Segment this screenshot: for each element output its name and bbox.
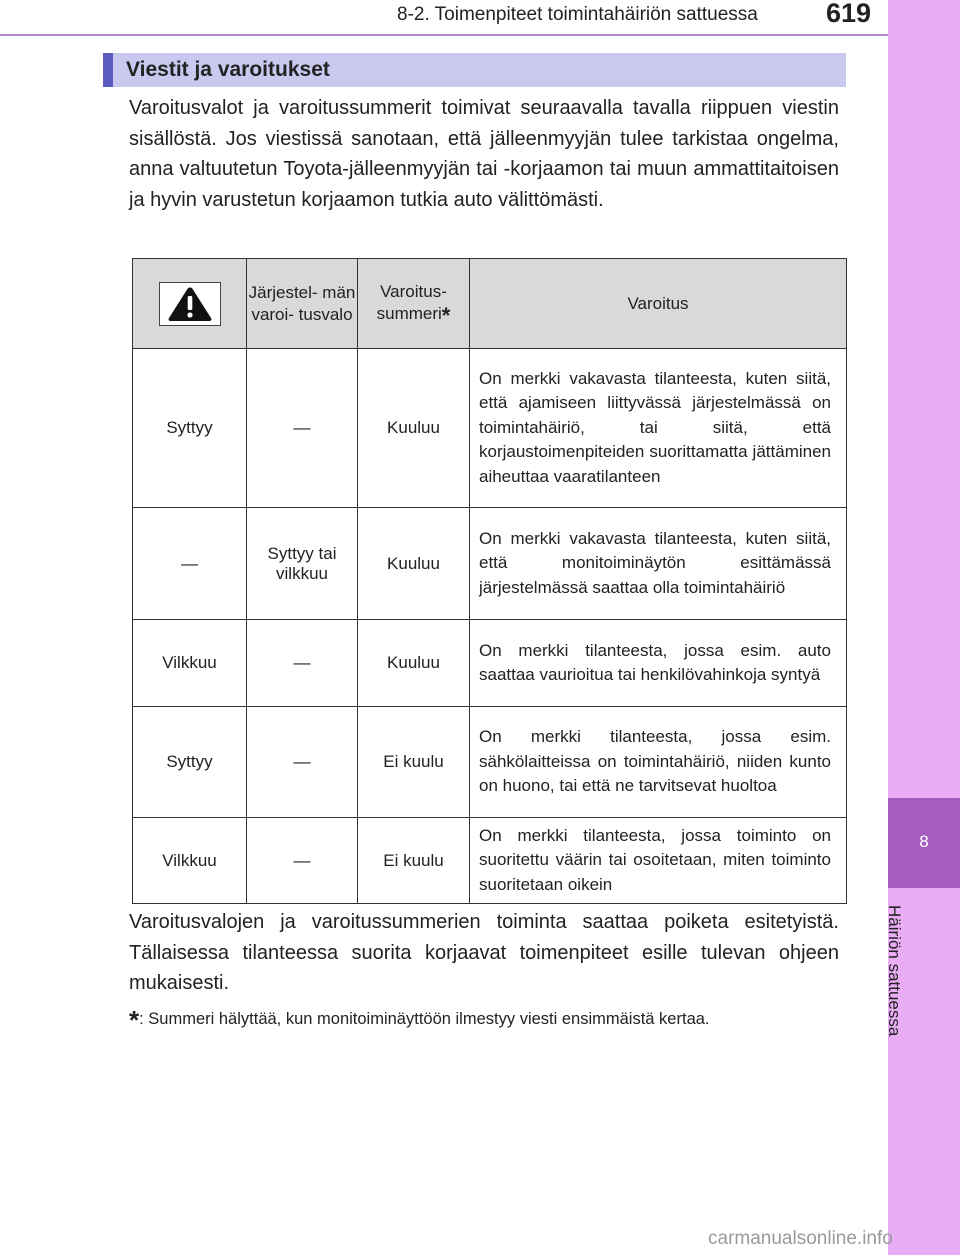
footnote-text: : Summeri hälyttää, kun monitoiminäyttöön ilmestyy viesti ensimmäistä kertaa. <box>139 1010 710 1028</box>
warning-triangle-icon <box>167 286 213 322</box>
intro-paragraph: Varoitusvalot ja varoitussummerit toimivat seuraavalla tavalla riippuen viestin sisällöstä. Jos viestissä sanotaan, että jälleenmyyjän tulee tarkistaa ongelma, anna valtuutetun Toyota-jälleenmyyjän tai -korjaamon tai muun ammattitaitoisen ja hyvin varustetun korjaamon tutkia auto välittömästi. <box>129 97 839 211</box>
cell-system-light: — <box>247 349 358 508</box>
header-warning: Varoitus <box>470 259 847 349</box>
footnote <box>129 1005 710 1036</box>
cell-master-light: Syttyy <box>133 707 247 818</box>
page-number: 619 <box>826 0 872 28</box>
footnote-mark: * <box>129 1005 140 1035</box>
table-header-row <box>133 259 847 349</box>
table-row <box>133 508 847 620</box>
cell-warning: On merkki vakavasta tilanteesta, kuten siitä, että monitoiminäytön esittämässä järjestelmässä saattaa olla toimintahäiriö <box>470 508 847 620</box>
table-row <box>133 818 847 904</box>
watermark: carmanualsonline.info <box>708 1228 893 1249</box>
section-title: Viestit ja varoitukset <box>126 58 330 81</box>
header-buzzer-label: Varoitus- summeri <box>376 281 447 323</box>
cell-system-light: — <box>247 818 358 904</box>
cell-buzzer: Kuuluu <box>358 349 470 508</box>
cell-warning: On merkki vakavasta tilanteesta, kuten siitä, että ajamiseen liittyvässä järjestelmässä on toimintahäiriö, tai siitä, että korjaustoimenpiteiden suorittamatta jättäminen aiheuttaa vaaratilanteen <box>470 349 847 508</box>
cell-master-light: Vilkkuu <box>133 818 247 904</box>
chapter-label: Häiriön sattuessa <box>885 905 904 1037</box>
table-row <box>133 620 847 707</box>
header-system-light: Järjestel- män varoi- tusvalo <box>247 259 358 349</box>
cell-system-light: — <box>247 620 358 707</box>
warning-table <box>132 258 847 904</box>
cell-buzzer: Kuuluu <box>358 508 470 620</box>
cell-system-light: Syttyy tai vilkkuu <box>247 508 358 620</box>
cell-buzzer: Ei kuulu <box>358 818 470 904</box>
cell-master-light: Syttyy <box>133 349 247 508</box>
cell-master-light: Vilkkuu <box>133 620 247 707</box>
table-row <box>133 707 847 818</box>
cell-warning: On merkki tilanteesta, jossa toiminto on suoritettu väärin tai osoitetaan, miten toiminto suoritetaan oikein <box>470 818 847 904</box>
cell-master-light: — <box>133 508 247 620</box>
table-row <box>133 349 847 508</box>
chapter-number: 8 <box>919 832 929 851</box>
chapter-label-wrap <box>876 905 936 1075</box>
cell-buzzer: Ei kuulu <box>358 707 470 818</box>
cell-warning: On merkki tilanteesta, jossa esim. sähkölaitteissa on toimintahäiriö, niiden kunto on huono, tai että ne tarvitsevat huoltoa <box>470 707 847 818</box>
header-buzzer-footnote-mark: * <box>441 302 451 328</box>
cell-buzzer: Kuuluu <box>358 620 470 707</box>
cell-system-light: — <box>247 707 358 818</box>
header-divider <box>0 34 888 36</box>
running-header: 8-2. Toimenpiteet toimintahäiriön sattuessa <box>397 4 758 25</box>
header-master-warning <box>133 259 247 349</box>
cell-warning: On merkki tilanteesta, jossa esim. auto saattaa vaurioitua tai henkilövahinkoja syntyä <box>470 620 847 707</box>
header-buzzer <box>358 259 470 349</box>
closing-paragraph: Varoitusvalojen ja varoitussummerien toiminta saattaa poiketa esitetyistä. Tällaisessa tilanteessa suorita korjaavat toimenpiteet esille tulevan ohjeen mukaisesti. <box>129 911 839 995</box>
master-warning-indicator <box>159 282 221 326</box>
